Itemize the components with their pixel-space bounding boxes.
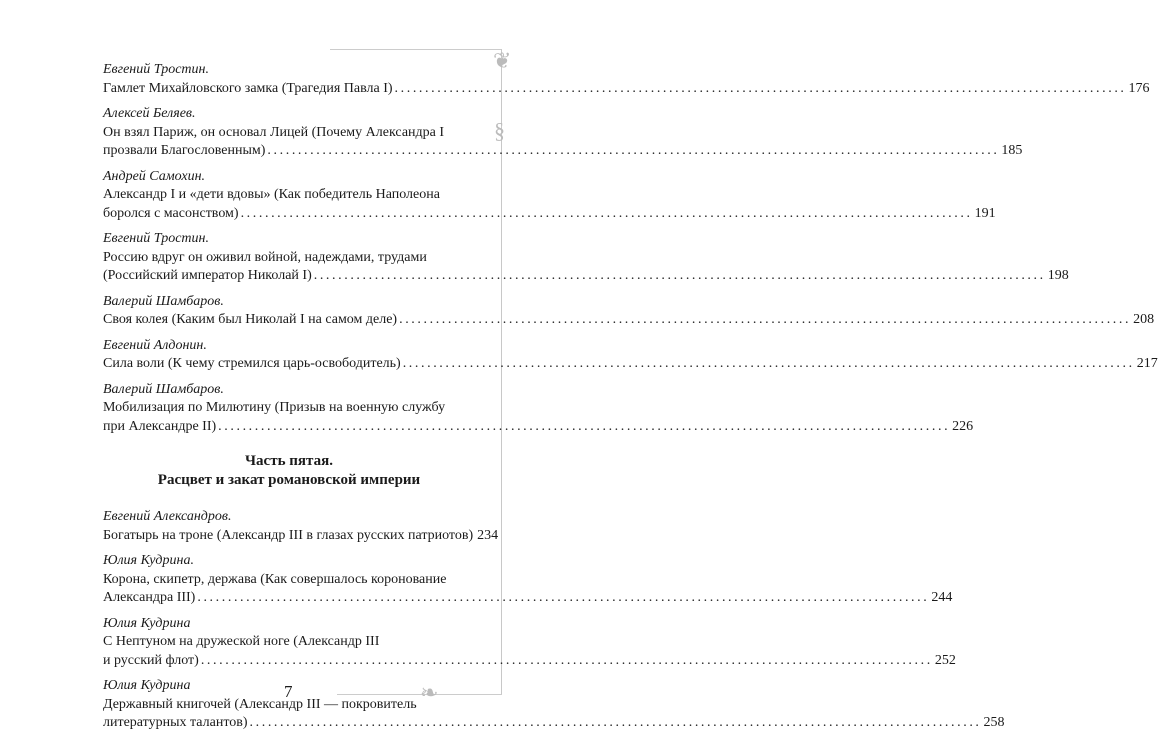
dot-leader: ........................................................................................................................: [313, 268, 1046, 283]
dot-leader: ........................................................................................................................: [399, 312, 1132, 327]
entry-title-line: [103, 267, 1069, 286]
entry-title-text: Гамлет Михайловского замка (Трагедия Павла I): [103, 80, 393, 96]
toc-entry[interactable]: [103, 168, 996, 224]
decorative-frame-top: [330, 49, 502, 50]
table-of-contents: [103, 61, 1158, 740]
entry-title-line: [103, 311, 1155, 330]
entry-author: Евгений Тростин.: [103, 62, 209, 77]
dot-leader: ........................................................................................................................: [402, 356, 1135, 371]
entry-title-line: [103, 355, 1158, 374]
entry-title-text: (Российский император Николай I): [103, 268, 312, 283]
dot-leader: ........................................................................................................................: [200, 652, 933, 668]
entry-author: Евгений Тростин.: [103, 231, 209, 246]
entry-title-line: [103, 589, 953, 608]
entry-title-text: и русский флот): [103, 652, 199, 668]
toc-entries-before: [103, 61, 1158, 436]
entry-author: Алексей Беляев.: [103, 106, 196, 121]
dot-leader: ........................................................................................................................: [249, 715, 982, 730]
scroll-ornament-icon: ❦: [493, 48, 512, 73]
part-number: Часть пятая.: [245, 453, 333, 469]
entry-author: Юлия Кудрина: [103, 678, 191, 693]
entry-title-line: Александр I и «дети вдовы» (Как победитель Наполеона: [103, 187, 440, 202]
entry-author: Юлия Кудрина: [103, 615, 191, 631]
dot-leader: ........................................................................................................................: [218, 418, 951, 434]
entry-title-line: С Нептуном на дружеской ноге (Александр III: [103, 634, 380, 649]
entry-page-number: 234: [477, 527, 499, 543]
entry-author: Валерий Шамбаров.: [103, 293, 224, 309]
entry-page-number: 185: [1001, 143, 1023, 158]
entry-page-number: 176: [1128, 80, 1150, 96]
toc-entry[interactable]: [103, 337, 1158, 374]
entry-title-line: [103, 142, 1023, 161]
entry-title-line: Державный книгочей (Александр III — покровитель: [103, 696, 417, 712]
scroll-ornament-icon: ❧: [420, 680, 439, 705]
entry-title-line: Россию вдруг он оживил войной, надеждами, трудами: [103, 249, 427, 265]
entry-title-text: прозвали Благословенным): [103, 143, 266, 158]
toc-entry[interactable]: [103, 61, 1150, 98]
entry-page-number: 226: [952, 418, 974, 434]
entry-page-number: 244: [931, 590, 953, 605]
entry-author: Юлия Кудрина.: [103, 553, 194, 568]
entry-author: Евгений Александров.: [103, 509, 232, 524]
entry-page-number: 198: [1047, 268, 1069, 283]
entry-title-line: [103, 527, 499, 546]
entry-title-line: Корона, скипетр, держава (Как совершалось коронование: [103, 571, 447, 587]
entry-title-text: Александра III): [103, 590, 196, 605]
part-title: Расцвет и закат романовской империи: [157, 472, 421, 488]
entry-author: Евгений Алдонин.: [103, 337, 207, 353]
dot-leader: ........................................................................................................................: [394, 80, 1127, 96]
dot-leader: ........................................................................................................................: [197, 590, 930, 605]
toc-entry[interactable]: [103, 508, 499, 545]
page-number: 7: [284, 682, 293, 701]
entry-title-text: литературных талантов): [103, 715, 248, 730]
entry-title-line: [103, 418, 974, 437]
toc-entry[interactable]: [103, 381, 974, 437]
entry-title-text: Своя колея (Каким был Николай I на самом деле): [103, 312, 398, 327]
toc-entry[interactable]: [103, 105, 1023, 161]
entry-title-text: Богатырь на троне (Александр III в глазах русских патриотов): [103, 527, 474, 543]
toc-entry[interactable]: [103, 615, 956, 671]
entry-title-line: Он взял Париж, он основал Лицей (Почему Александра I: [103, 124, 445, 140]
entry-title-line: [103, 80, 1150, 99]
entry-author: Валерий Шамбаров.: [103, 381, 224, 397]
entry-page-number: 217: [1136, 356, 1158, 371]
entry-author: Андрей Самохин.: [103, 168, 206, 184]
toc-entry[interactable]: [103, 552, 953, 608]
entry-page-number: 191: [974, 205, 996, 221]
entry-title-text: при Александре II): [103, 418, 217, 434]
dot-leader: ........................................................................................................................: [267, 143, 1000, 158]
entry-title-line: [103, 714, 1005, 733]
entry-title-line: [103, 652, 956, 671]
scroll-ornament-icon: §: [494, 118, 505, 143]
entry-title-line: Мобилизация по Милютину (Призыв на военную службу: [103, 400, 446, 415]
toc-entry[interactable]: [103, 293, 1155, 330]
entry-page-number: 252: [934, 652, 956, 668]
entry-title-text: боролся с масонством): [103, 205, 239, 221]
entry-page-number: 208: [1133, 312, 1155, 327]
dot-leader: ........................................................................................................................: [240, 205, 973, 221]
entry-page-number: 258: [983, 715, 1005, 730]
entry-title-line: [103, 205, 996, 224]
entry-title-text: Сила воли (К чему стремился царь-освободитель): [103, 356, 401, 371]
toc-entry[interactable]: [103, 230, 1069, 286]
part-heading: [103, 452, 475, 490]
